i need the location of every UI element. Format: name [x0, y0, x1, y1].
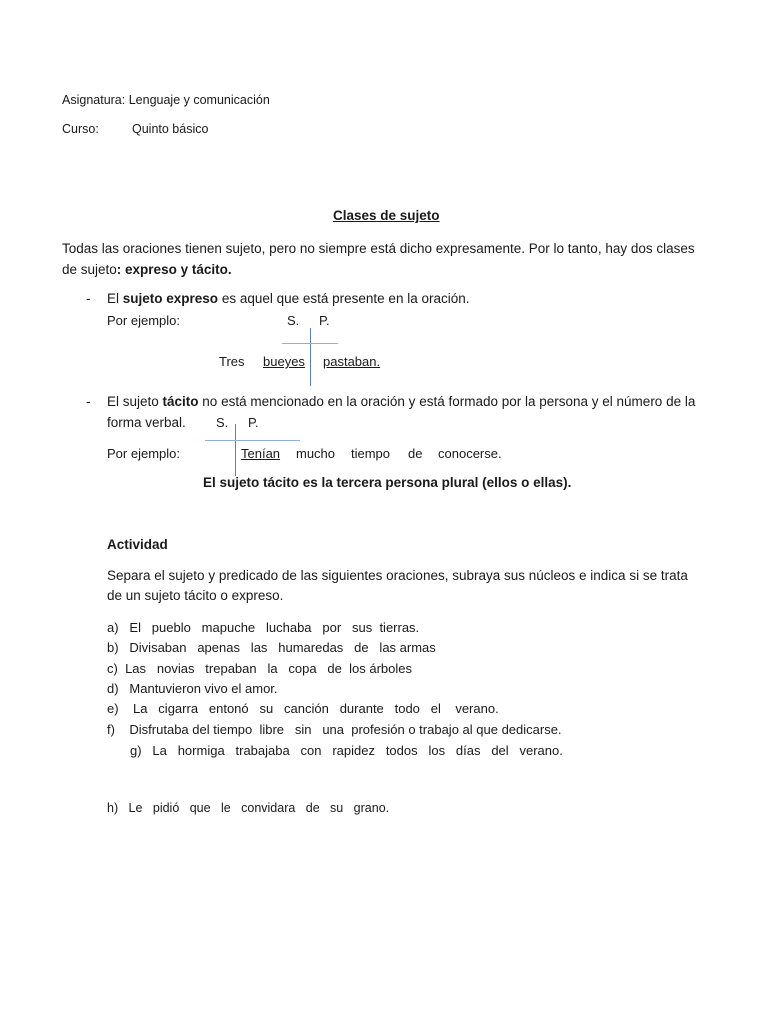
bullet-2-dash: - — [86, 394, 91, 409]
divider-horizontal-2 — [205, 440, 300, 441]
instructions-line-2: de un sujeto tácito o expreso. — [107, 588, 284, 603]
intro-paragraph — [62, 238, 695, 280]
subject-line — [62, 93, 270, 107]
example-1-word-bueyes: bueyes — [263, 354, 305, 369]
intro-line-1: Todas las oraciones tienen sujeto, pero no siempre está dicho expresamente. Por lo tanto, hay dos clases — [62, 241, 695, 256]
list-item-d: d) Mantuvieron vivo el amor. — [107, 681, 278, 696]
course-line — [62, 122, 209, 136]
list-item-c: c) Las novias trepaban la copa de los árboles — [107, 661, 412, 676]
example-2-word-de: de — [408, 446, 423, 461]
example-1-word-pastaban: pastaban. — [323, 354, 381, 369]
example-1-word-tres: Tres — [219, 354, 245, 369]
example-label-1: Por ejemplo: — [107, 313, 180, 328]
activity-title: Actividad — [107, 537, 168, 552]
list-item-f: f) Disfrutaba del tiempo libre sin una profesión o trabajo al que dedicarse. — [107, 722, 562, 737]
example-label-2: Por ejemplo: — [107, 446, 180, 461]
course-value: Quinto básico — [132, 122, 209, 136]
s-label-1: S. — [287, 313, 300, 328]
divider-vertical-1 — [310, 328, 311, 386]
term-tacito: tácito — [162, 394, 199, 409]
bullet-2-line-2: forma verbal. — [107, 415, 186, 430]
p-label-2: P. — [248, 415, 259, 430]
list-item-e: e) La cigarra entonó su canción durante todo el verano. — [107, 701, 499, 716]
list-item-h: h) Le pidió que le convidara de su grano. — [107, 801, 390, 815]
list-item-b: b) Divisaban apenas las humaredas de las armas — [107, 640, 436, 655]
bullet-1-dash: - — [86, 291, 91, 306]
course-label: Curso: — [62, 122, 99, 136]
s-label-2: S. — [216, 415, 229, 430]
divider-horizontal-1 — [282, 343, 338, 344]
activity-instructions — [107, 566, 688, 606]
example-2-word-tiempo: tiempo — [351, 446, 391, 461]
bullet-2-text: El sujeto tácito no está mencionado en la oración y está formado por la persona y el número de la — [107, 394, 696, 409]
p-label-1: P. — [319, 313, 330, 328]
instructions-line-1: Separa el sujeto y predicado de las siguientes oraciones, subraya sus núcleos e indica si se trata — [107, 568, 688, 583]
subject-label: Asignatura: — [62, 93, 126, 107]
example-2-word-mucho: mucho — [296, 446, 336, 461]
tacit-note: El sujeto tácito es la tercera persona plural (ellos o ellas). — [203, 475, 572, 490]
term-sujeto-expreso: sujeto expreso — [122, 291, 219, 306]
list-item-a: a) El pueblo mapuche luchaba por sus tierras. — [107, 620, 420, 635]
divider-vertical-2 — [235, 424, 236, 476]
example-2-word-conocerse: conocerse. — [438, 446, 502, 461]
page-title: Clases de sujeto — [333, 208, 440, 223]
intro-line-2: de sujeto: expreso y tácito. — [62, 262, 232, 277]
list-item-g: g) La hormiga trabajaba con rapidez todos los días del verano. — [130, 743, 563, 758]
bullet-1-text: El sujeto expreso es aquel que está presente en la oración. — [107, 291, 470, 306]
example-2-word-tenian: Tenían — [241, 446, 281, 461]
subject-value: Lenguaje y comunicación — [128, 93, 270, 107]
